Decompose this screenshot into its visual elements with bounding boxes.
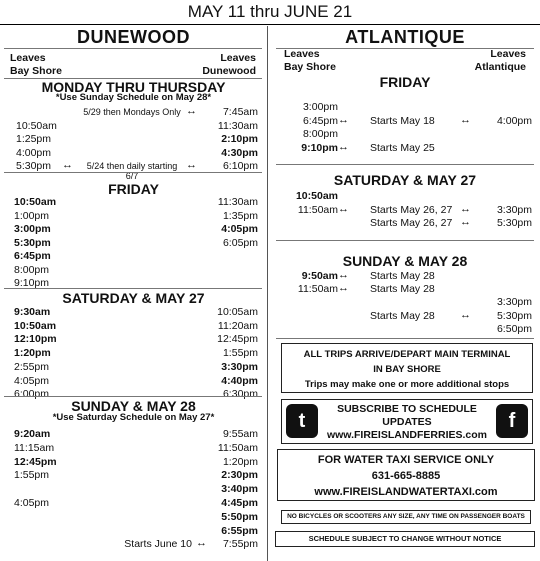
arrow-icon: ↔ [186,105,197,117]
atlantique-title: ATLANTIQUE [345,27,465,47]
facebook-icon[interactable]: f [496,404,528,438]
saturday-title: SATURDAY & MAY 27 [62,290,205,306]
return-time: 3:40pm [221,483,258,496]
return-time: 4:05pm [221,223,258,235]
trip-note: Starts June 10 [124,538,192,551]
depart-time: 5:30pm [16,160,52,172]
mon-thu-title: MONDAY THRU THURSDAY [41,79,226,95]
trip-note: Starts May 28 [370,309,435,322]
trip-note: 5/24 then daily starting 6/7 [86,161,178,181]
divider [276,240,534,241]
depart-time: 4:00pm [16,146,52,159]
water-taxi-line1: FOR WATER TAXI SERVICE ONLY [317,454,495,466]
mon-thu-note: *Use Sunday Schedule on May 28* [55,92,212,103]
arrow-icon: ↔ [186,159,197,171]
arrow-icon: ↔ [338,282,349,295]
arrow-icon: ↔ [62,159,73,171]
return-time: 1:20pm [222,455,258,468]
arrow-icon: ↔ [460,202,471,215]
return-time: 11:30am [217,119,258,132]
depart-time: 9:20am [14,428,51,440]
depart-time: 3:00pm [14,223,51,235]
left-col-header: Leaves Bay Shore [284,48,336,73]
change-note: SCHEDULE SUBJECT TO CHANGE WITHOUT NOTICE [275,531,535,547]
return-time: 11:20am [217,319,258,332]
subscribe-line2: UPDATES [382,416,432,428]
depart-time: 9:10pm [301,141,338,154]
return-time: 5:30pm [496,309,532,322]
return-time: 4:00pm [496,114,532,127]
arrow-icon: ↔ [460,113,471,126]
arrow-icon: ↔ [338,113,349,126]
return-time: 4:40pm [221,374,258,387]
divider [4,396,262,397]
return-time: 6:10pm [222,160,258,172]
divider [4,172,262,173]
column-divider [267,26,268,561]
trip-note: Starts May 28 [370,283,435,296]
return-time: 5:30pm [496,217,532,229]
return-time: 6:05pm [222,236,258,249]
divider [276,338,534,339]
depart-time: 1:25pm [16,133,52,145]
depart-time: 11:50am [297,203,338,216]
divider [4,288,262,289]
water-taxi-link[interactable]: www.FIREISLANDWATERTAXI.com [314,486,498,498]
divider [4,48,262,49]
return-time: 3:30pm [221,360,258,373]
return-time: 3:30pm [496,203,532,216]
arrow-icon: ↔ [460,216,471,228]
sunday-note: *Use Saturday Schedule on May 27* [52,412,215,423]
atl-sunday-title: SUNDAY & MAY 28 [342,253,468,269]
subscribe-box [281,399,533,444]
sunday-title: SUNDAY & MAY 28 [71,398,196,414]
return-time: 10:05am [217,306,258,318]
main-terminal-notice: ALL TRIPS ARRIVE/DEPART MAIN TERMINAL IN BAY SHORE Trips may make one or more additional stops [281,343,533,393]
depart-time: 10:50am [16,119,57,132]
return-time: 7:45am [222,106,258,118]
depart-time: 4:05pm [14,374,50,387]
subscribe-line1: SUBSCRIBE TO SCHEDULE [337,403,477,415]
depart-time: 12:45pm [14,455,57,468]
return-time: 12:45pm [217,333,258,346]
depart-time: 6:45pm [14,250,51,262]
return-time: 1:35pm [222,209,258,222]
return-time: 6:50pm [496,322,532,335]
depart-time: 9:50am [301,270,338,282]
divider [276,164,534,165]
right-col-header: Leaves Dunewood [202,52,256,77]
return-time: 11:50am [217,441,258,454]
trip-note: 5/29 then Mondays Only [83,107,181,117]
return-time: 3:30pm [496,296,532,309]
depart-time: 1:00pm [14,209,50,222]
trip-note: Starts May 28 [370,270,435,282]
depart-time: 12:10pm [14,333,57,346]
twitter-icon[interactable]: t [286,404,318,438]
depart-time: 10:50am [14,196,57,208]
arrow-icon: ↔ [338,269,349,281]
return-time: 5:50pm [221,510,258,523]
left-col-header: Leaves Bay Shore [10,52,62,77]
atl-friday-title: FRIDAY [379,74,431,90]
trip-note: Starts May 26, 27 [370,217,453,229]
depart-time: 1:20pm [14,347,51,360]
return-time: 4:30pm [221,146,258,159]
depart-time: 8:00pm [14,263,50,276]
depart-time: 6:45pm [302,114,338,127]
right-col-header: Leaves Atlantique [474,48,526,73]
arrow-icon: ↔ [338,202,349,215]
return-time: 6:55pm [221,524,258,537]
trip-note: Starts May 26, 27 [370,203,453,216]
water-taxi-phone[interactable]: 631-665-8885 [371,470,441,482]
return-time: 2:10pm [221,133,258,145]
arrow-icon: ↔ [196,537,207,550]
depart-time: 10:50am [14,319,57,332]
depart-time: 4:05pm [14,497,50,509]
depart-time: 9:30am [14,306,51,318]
return-time: 2:30pm [221,469,258,482]
bicycles-note: NO BICYCLES OR SCOOTERS ANY SIZE, ANY TIME ON PASSENGER BOATS [281,510,531,524]
dunewood-title: DUNEWOOD [77,27,190,47]
trip-note: Starts May 18 [370,114,435,127]
depart-time: 11:15am [14,441,55,454]
friday-title: FRIDAY [108,181,159,197]
return-time: 1:55pm [222,347,258,360]
return-time: 11:30am [217,196,258,208]
water-taxi-box [277,449,535,501]
return-time: 4:45pm [221,497,258,509]
depart-time: 8:00pm [302,128,338,140]
depart-time: 1:55pm [14,469,50,482]
depart-time: 10:50am [295,190,338,202]
depart-time: 6:00pm [14,388,50,401]
arrow-icon: ↔ [460,308,471,321]
depart-time: 3:00pm [302,101,338,113]
arrow-icon: ↔ [338,140,349,153]
depart-time: 9:10pm [14,277,50,289]
return-time: 9:55am [222,428,258,440]
ferries-link[interactable]: www.FIREISLANDFERRIES.com [326,429,488,441]
depart-time: 5:30pm [14,236,51,249]
depart-time: 11:50am [297,283,338,296]
depart-time: 2:55pm [14,360,50,373]
trip-note: Starts May 25 [370,141,435,154]
schedule-date-range: MAY 11 thru JUNE 21 [0,0,540,25]
return-time: 7:55pm [222,538,258,551]
return-time: 6:30pm [222,388,258,401]
atl-saturday-title: SATURDAY & MAY 27 [333,172,477,188]
